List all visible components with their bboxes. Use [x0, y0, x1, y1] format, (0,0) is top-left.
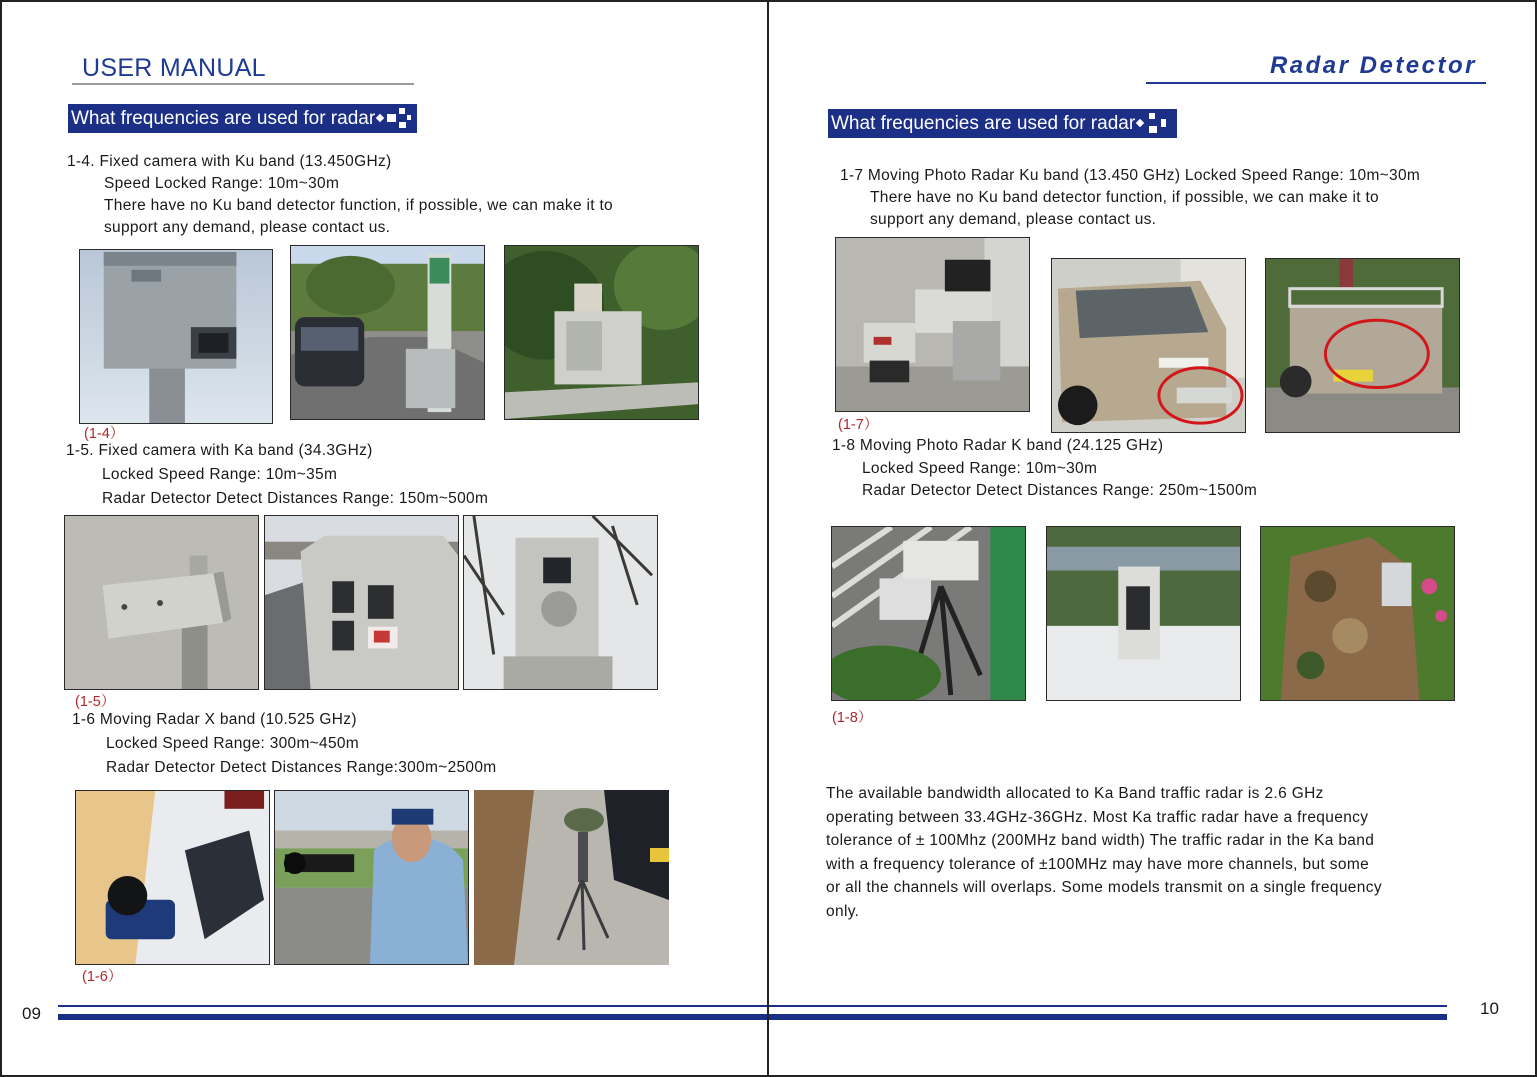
heading-decoration-icon: [1135, 109, 1173, 138]
ka-band-line-6: only.: [826, 902, 860, 920]
item-1-8-detect-range: Radar Detector Detect Distances Range: 250m~1500m: [862, 482, 1258, 499]
item-1-6-speed-range: Locked Speed Range: 300m~450m: [106, 735, 359, 752]
photo-moving-radar-x-3: [474, 790, 669, 965]
item-1-7-note-line2: support any demand, please contact us.: [870, 211, 1157, 228]
page-number-left: 09: [22, 1004, 41, 1023]
photo-moving-photo-ku-1: [835, 237, 1030, 412]
section-heading-left: [68, 104, 417, 133]
item-1-5-detect-range: Radar Detector Detect Distances Range: 150m~500m: [102, 490, 489, 507]
brand-rule: [1146, 82, 1486, 84]
brand-title: Radar Detector: [1269, 52, 1477, 79]
photo-fixed-camera-ku-1: [79, 249, 273, 424]
right-page: [767, 0, 1537, 1077]
footer-rule-thin-left: [58, 1005, 769, 1007]
item-1-7-heading: 1-7 Moving Photo Radar Ku band (13.450 GHz) Locked Speed Range: 10m~30m: [840, 167, 1421, 184]
section-heading-text: What frequencies are used for radar: [71, 108, 376, 129]
ka-band-line-2: operating between 33.4GHz-36GHz. Most Ka traffic radar have a frequency: [826, 808, 1369, 826]
manual-title: USER MANUAL: [82, 54, 266, 82]
item-1-6-detect-range: Radar Detector Detect Distances Range:300m~2500m: [106, 759, 497, 776]
photo-fixed-camera-ka-3: [463, 515, 658, 690]
ka-band-line-3: tolerance of ± 100Mhz (200MHz band width) The traffic radar in the Ka band: [826, 832, 1375, 850]
item-1-6-heading: 1-6 Moving Radar X band (10.525 GHz): [72, 711, 357, 728]
ka-band-line-1: The available bandwidth allocated to Ka Band traffic radar is 2.6 GHz: [826, 785, 1324, 802]
photo-moving-photo-ku-2: [1051, 258, 1246, 433]
ka-band-line-4: with a frequency tolerance of ±100MHz may have more channels, but some: [826, 855, 1370, 873]
section-heading-right: [828, 109, 1177, 138]
figure-label-1-6: (1-6）: [82, 969, 123, 985]
figure-label-1-5: (1-5）: [75, 694, 116, 710]
photo-moving-photo-k-1: [831, 526, 1026, 701]
photo-moving-photo-ku-3: [1265, 258, 1460, 433]
item-1-4-speed-range: Speed Locked Range: 10m~30m: [104, 175, 340, 192]
figure-label-1-8: (1-8）: [832, 710, 873, 726]
section-heading-text: What frequencies are used for radar: [831, 113, 1136, 134]
item-1-7-note-line1: There have no Ku band detector function, if possible, we can make it to: [870, 189, 1379, 206]
photo-moving-photo-k-2: [1046, 526, 1241, 701]
photo-moving-radar-x-2: [274, 790, 469, 965]
footer-rule-thick-right: [769, 1014, 1447, 1020]
figure-label-1-4: (1-4）: [84, 426, 125, 442]
ka-band-line-5: or all the channels will overlaps. Some models transmit on a single frequency: [826, 879, 1382, 897]
item-1-4-note-line1: There have no Ku band detector function, if possible, we can make it to: [104, 197, 613, 214]
heading-decoration-icon: [375, 104, 413, 133]
header-rule: [72, 83, 414, 85]
item-1-8-heading: 1-8 Moving Photo Radar K band (24.125 GHz): [832, 437, 1164, 454]
photo-moving-photo-k-3: [1260, 526, 1455, 701]
photo-moving-radar-x-1: [75, 790, 270, 965]
item-1-4-note-line2: support any demand, please contact us.: [104, 219, 391, 236]
item-1-5-speed-range: Locked Speed Range: 10m~35m: [102, 466, 338, 483]
footer-rule-thick-left: [58, 1014, 769, 1020]
footer-rule-thin-right: [769, 1005, 1447, 1007]
figure-label-1-7: (1-7）: [838, 417, 879, 433]
item-1-5-heading: 1-5. Fixed camera with Ka band (34.3GHz): [66, 442, 373, 459]
page-number-right: 10: [1480, 999, 1499, 1018]
item-1-8-speed-range: Locked Speed Range: 10m~30m: [862, 460, 1098, 477]
photo-fixed-camera-ku-3: [504, 245, 699, 420]
ka-band-paragraph: [826, 782, 1456, 924]
item-1-4-heading: 1-4. Fixed camera with Ku band (13.450GHz): [67, 153, 392, 170]
photo-fixed-camera-ka-2: [264, 515, 459, 690]
photo-fixed-camera-ku-2: [290, 245, 485, 420]
photo-fixed-camera-ka-1: [64, 515, 259, 690]
